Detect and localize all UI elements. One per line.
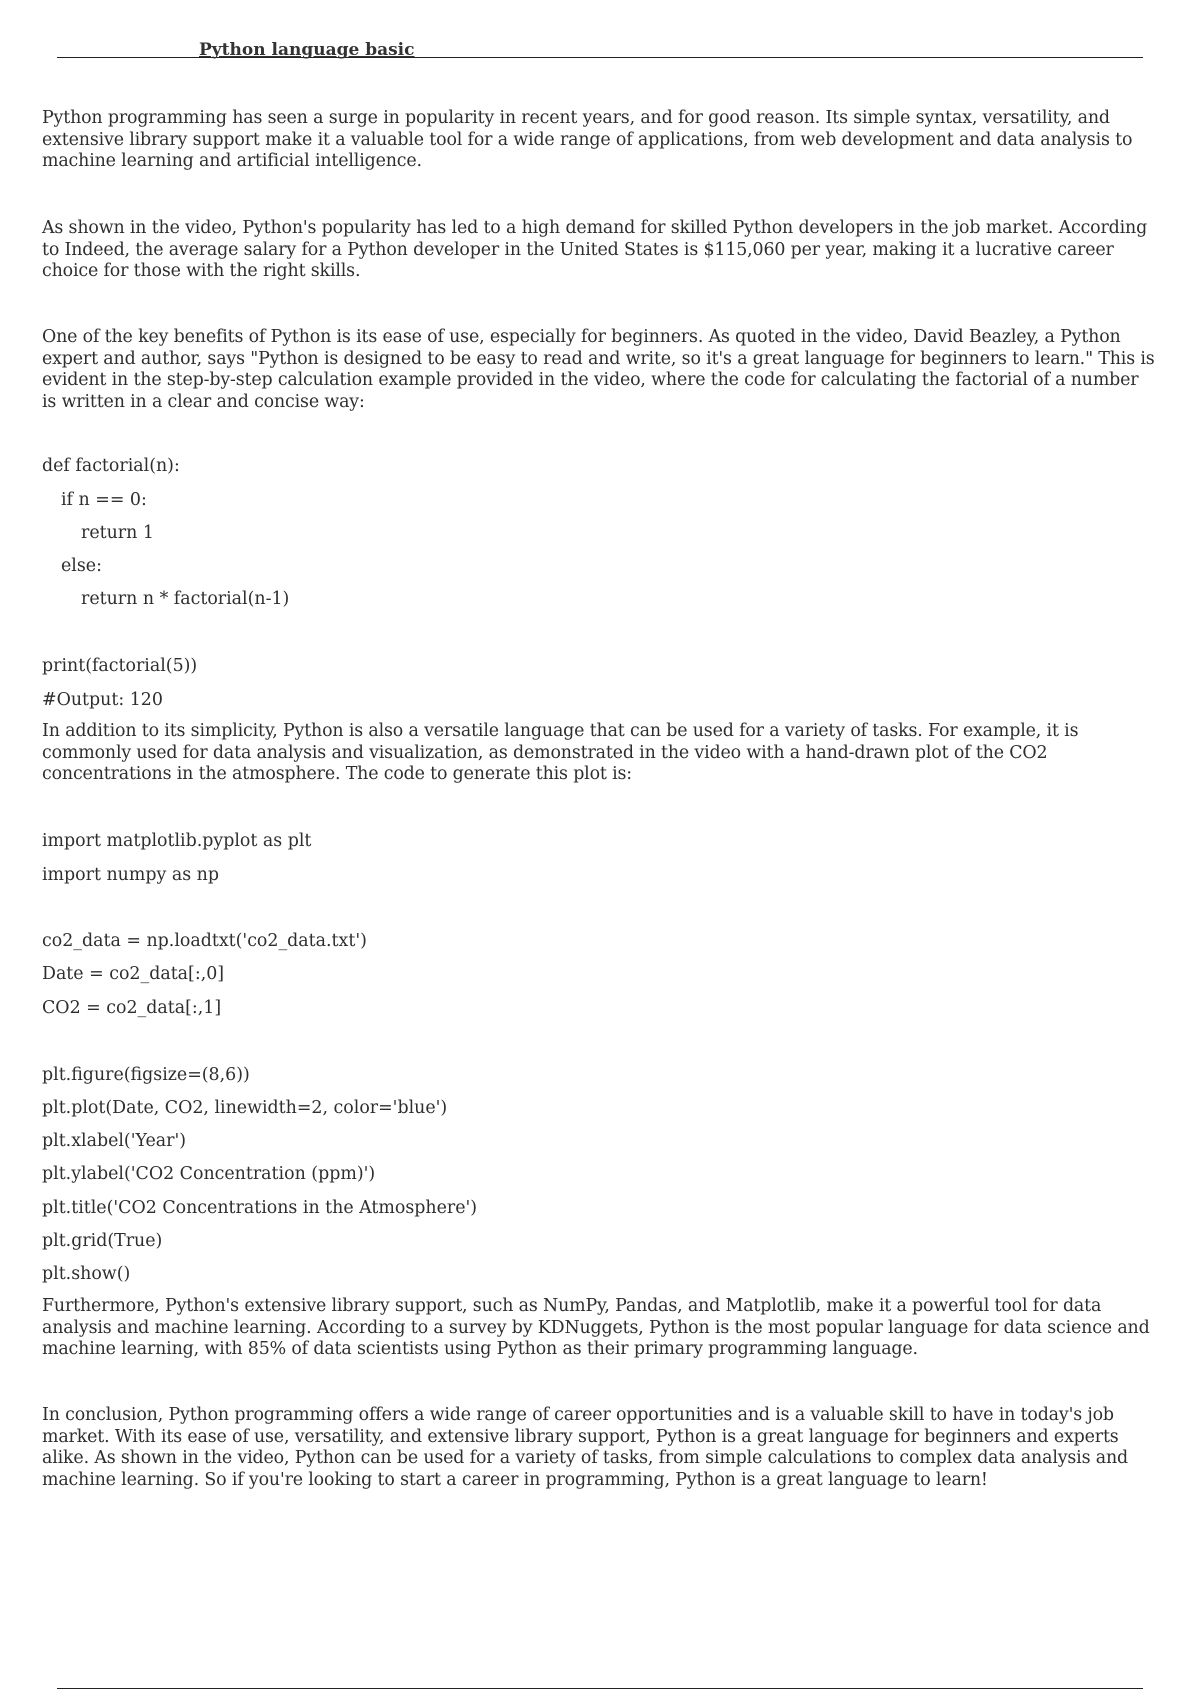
code-line: import numpy as np [42,865,220,885]
code-line: plt.xlabel('Year') [42,1131,187,1151]
paragraph-intro: Python programming has seen a surge in popularity in recent years, and for good reason. Its simple syntax, versatility, and extensive library support make it a valuable tool for a wide range of applications, from web development and data analysis to machine learning and artificial intelligence. [42,108,1133,171]
code-line: co2_data = np.loadtxt('co2_data.txt') [42,931,367,951]
code-line: return n * factorial(n-1) [81,589,290,609]
code-line: plt.plot(Date, CO2, linewidth=2, color='blue') [42,1098,448,1118]
code-line: plt.figure(figsize=(8,6)) [42,1065,250,1085]
code-line: plt.ylabel('CO2 Concentration (ppm)') [42,1164,376,1184]
code-line: if n == 0: [61,490,147,510]
footer-rule [57,1688,1143,1689]
paragraph-conclusion: In conclusion, Python programming offers a wide range of career opportunities and is a valuable skill to have in today's job market. With its ease of use, versatility, and extensive library support, Python is a great language for beginners and experts alike. As shown in the video, Python can be used for a variety of tasks, from simple calculations to complex data analysis and machine learning. So if you're looking to start a career in programming, Python is a great language to learn! [42,1405,1128,1490]
page-title: Python language basic [199,40,415,60]
code-line: else: [61,556,102,576]
code-line: Date = co2_data[:,0] [42,964,225,984]
code-line: plt.grid(True) [42,1231,163,1251]
paragraph-job-market: As shown in the video, Python's popularity has led to a high demand for skilled Python developers in the job market. According to Indeed, the average salary for a Python developer in the United States is $115,060 per year, making it a lucrative career choice for those with the right skills. [42,218,1148,281]
code-line: return 1 [81,523,154,543]
paragraph-versatility: In addition to its simplicity, Python is also a versatile language that can be used for a variety of tasks. For example, it is commonly used for data analysis and visualization, as demonstrated in the video with a hand-drawn plot of the CO2 concentrations in the atmosphere. The code to generate this plot is: [42,721,1079,784]
code-line: plt.title('CO2 Concentrations in the Atmosphere') [42,1198,478,1218]
code-line: #Output: 120 [42,690,163,710]
code-line: print(factorial(5)) [42,656,198,676]
code-line: def factorial(n): [42,456,180,476]
paragraph-ease-of-use: One of the key benefits of Python is its ease of use, especially for beginners. As quoted in the video, David Beazley, a Python expert and author, says "Python is designed to be easy to read and write, so it's a great language for beginners to learn." This is evident in the step-by-step calculation example provided in the video, where the code for calculating the factorial of a number is written in a clear and concise way: [42,327,1155,412]
code-line: import matplotlib.pyplot as plt [42,831,312,851]
code-line: plt.show() [42,1264,131,1284]
code-line: CO2 = co2_data[:,1] [42,998,222,1018]
paragraph-libraries: Furthermore, Python's extensive library support, such as NumPy, Pandas, and Matplotlib, make it a powerful tool for data analysis and machine learning. According to a survey by KDNuggets, Python is the most popular language for data science and machine learning, with 85% of data scientists using Python as their primary programming language. [42,1296,1150,1359]
